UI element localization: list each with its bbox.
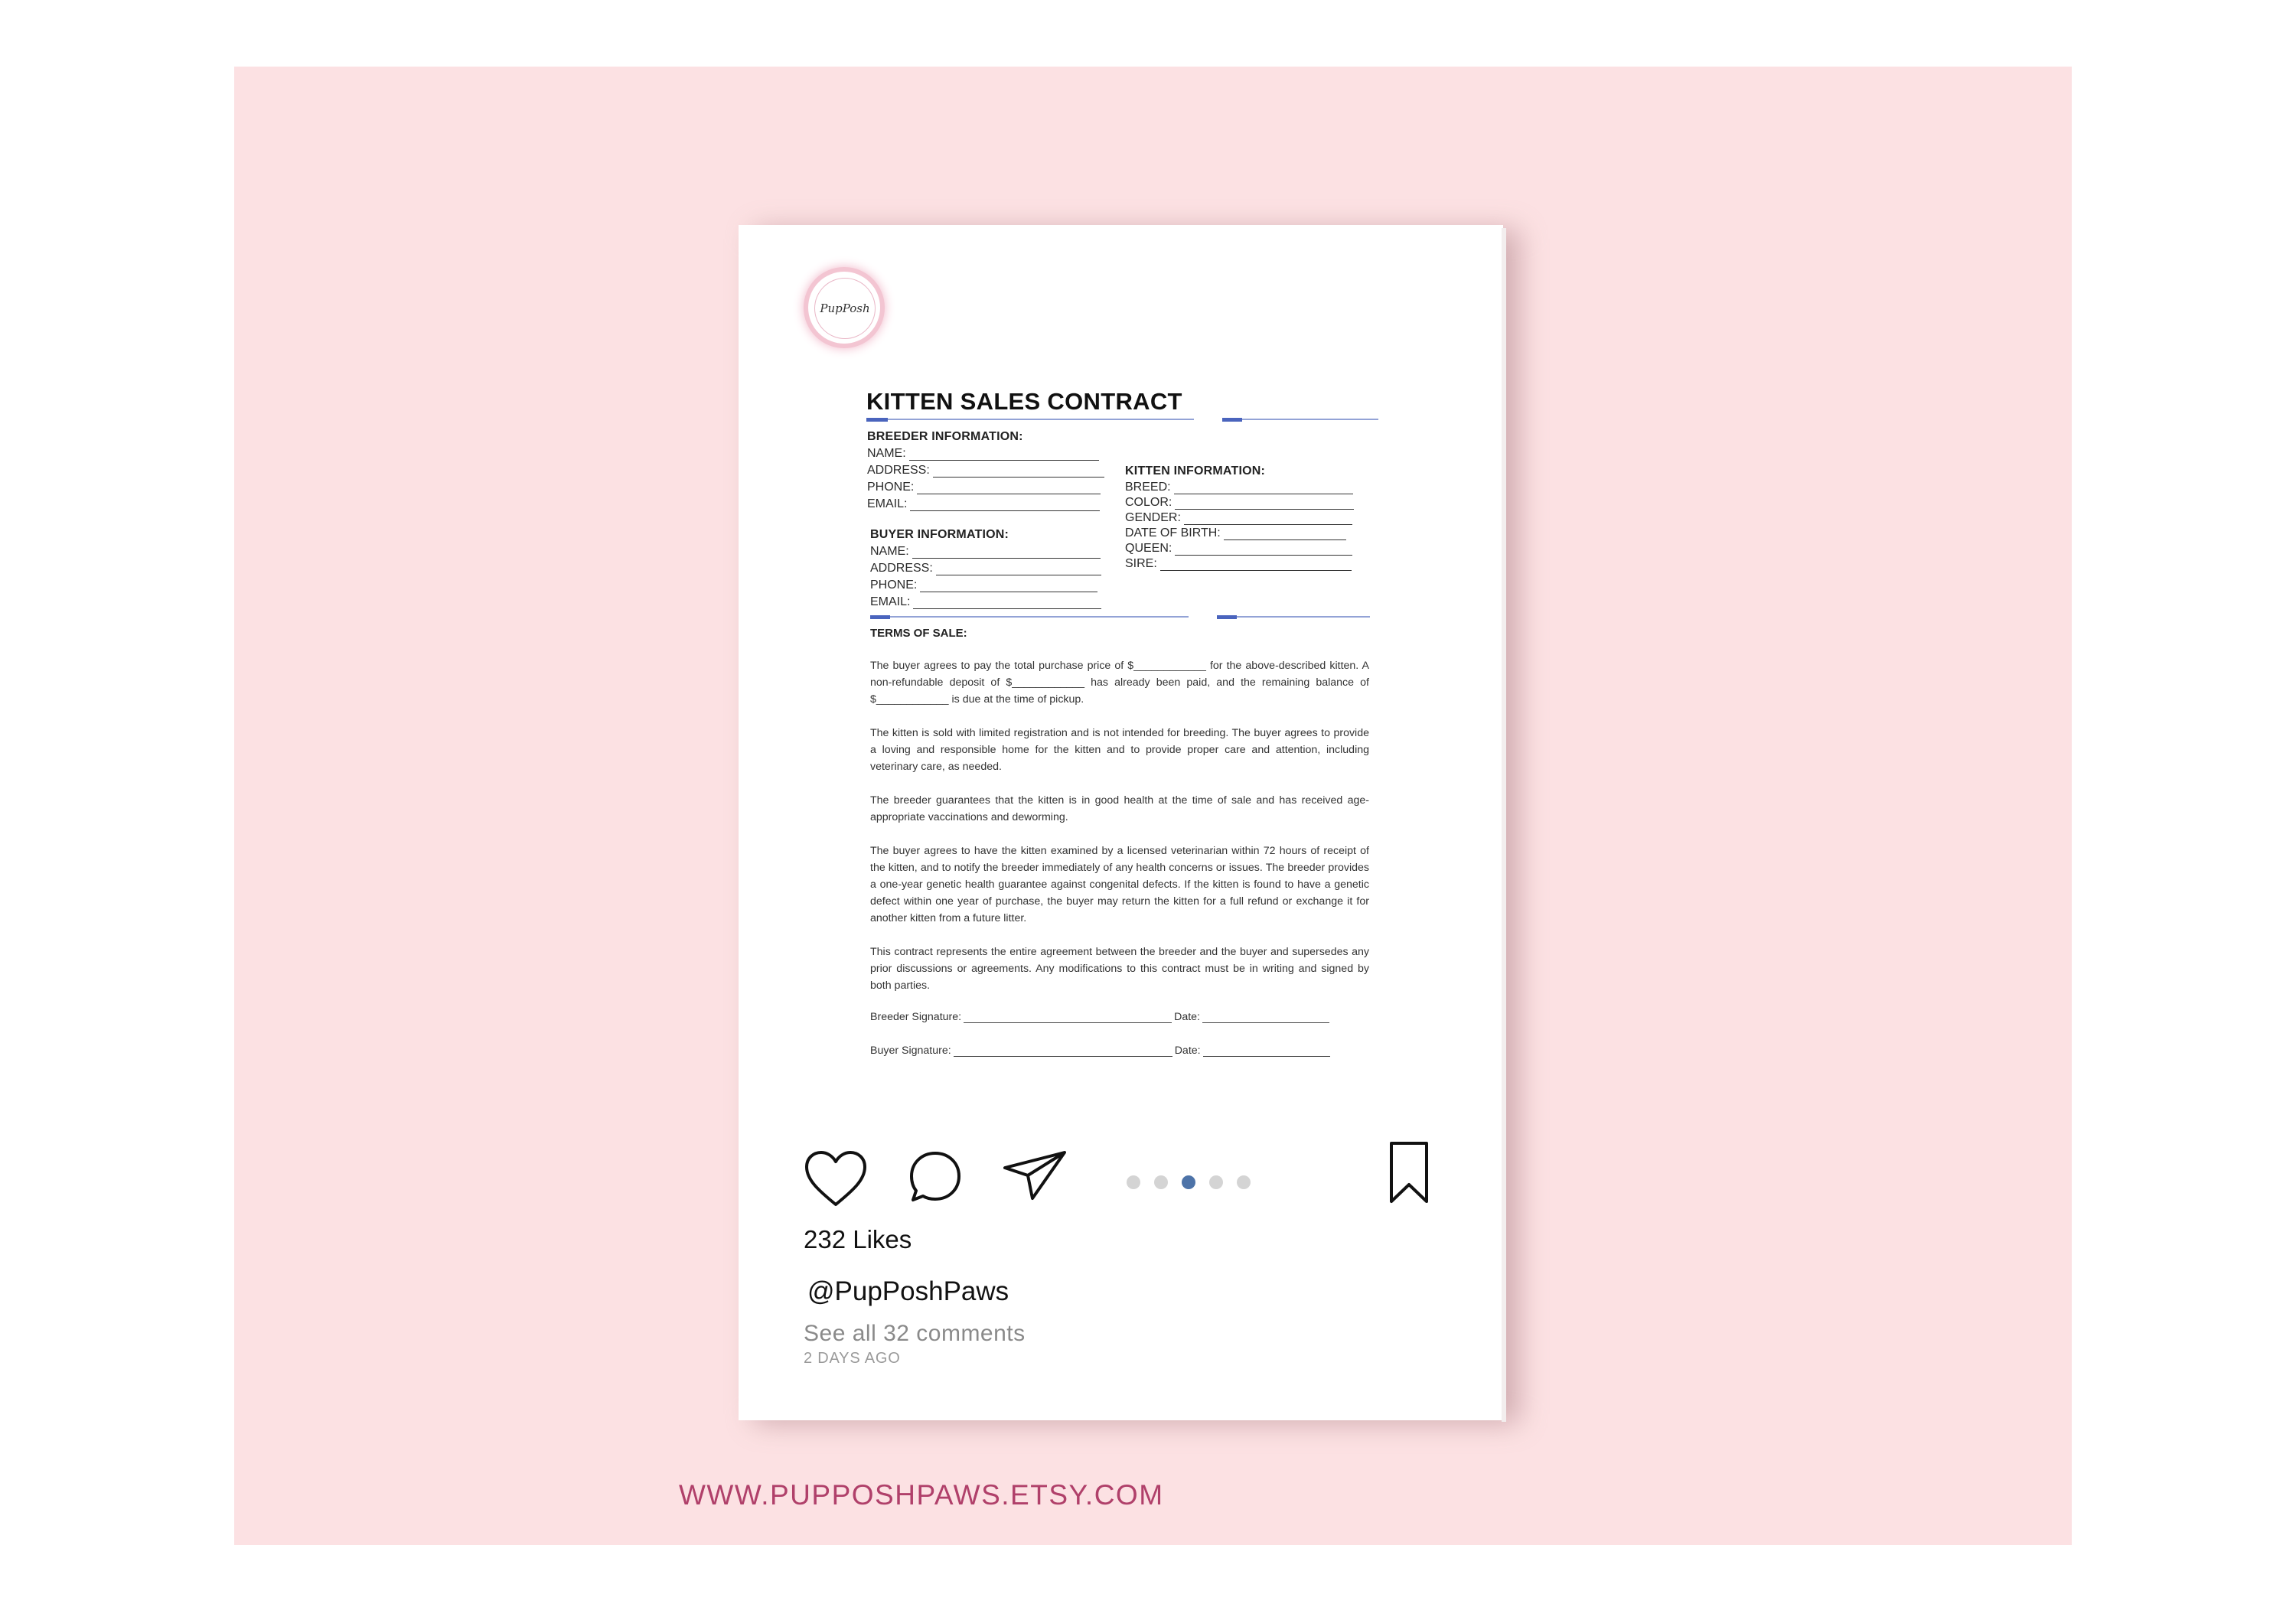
- kitten-color-field: COLOR:: [1125, 496, 1354, 510]
- terms-paragraph-5: This contract represents the entire agreement between the breeder and the buyer and supersedes any prior discussions or agreements. Any modifications to this contract must be in writing and signed by both parties.: [870, 946, 1369, 992]
- buyer-name-field: NAME:: [870, 545, 1101, 559]
- terms-paragraph-1: The buyer agrees to pay the total purchase price of $____________ for the above-described kitten. A non-refundable deposit of $____________ has already been paid, and the remaining balance of $____________ is due at the time of pickup.: [870, 660, 1369, 706]
- account-handle[interactable]: @PupPoshPaws: [807, 1276, 1009, 1306]
- title-rule: [888, 419, 1194, 420]
- breeder-phone-field: PHONE:: [867, 481, 1101, 494]
- kitten-dob-field: DATE OF BIRTH:: [1125, 526, 1346, 540]
- post-timestamp: 2 DAYS AGO: [804, 1350, 901, 1367]
- buyer-email-field: EMAIL:: [870, 595, 1101, 609]
- terms-paragraph-4: The buyer agrees to have the kitten examined by a licensed veterinarian within 72 hours of receipt of the kitten, and to notify the breeder immediately of any health concerns or issues. The breeder provides a one-year genetic health guarantee against congenital defects. If the kitten is found to have a genetic defect within one year of purchase, the buyer may return the kitten for a full refund or exchange it for another kitten from a future litter.: [870, 845, 1369, 924]
- buyer-address-field: ADDRESS:: [870, 562, 1101, 575]
- title-rule-right: [1242, 419, 1378, 420]
- card-edge: [1502, 228, 1506, 1422]
- title-rule-accent: [866, 418, 888, 422]
- breeder-email-field: EMAIL:: [867, 497, 1100, 511]
- kitten-heading: KITTEN INFORMATION:: [1125, 464, 1266, 478]
- buyer-heading: BUYER INFORMATION:: [870, 528, 1009, 541]
- carousel-dot-active[interactable]: [1182, 1175, 1195, 1189]
- section-rule-right: [1237, 616, 1370, 618]
- carousel-dot[interactable]: [1154, 1175, 1168, 1189]
- breeder-heading: BREEDER INFORMATION:: [867, 430, 1023, 443]
- share-icon[interactable]: [1002, 1149, 1068, 1201]
- likes-count[interactable]: 232 Likes: [804, 1225, 912, 1253]
- terms-title: TERMS OF SALE:: [870, 627, 967, 640]
- bookmark-icon[interactable]: [1388, 1140, 1430, 1204]
- breeder-address-field: ADDRESS:: [867, 464, 1104, 478]
- breeder-signature-line: Breeder Signature: Date:: [870, 1011, 1332, 1023]
- shop-url[interactable]: WWW.PUPPOSHPAWS.ETSY.COM: [679, 1479, 1164, 1511]
- carousel-dot[interactable]: [1127, 1175, 1140, 1189]
- section-rule-accent-right: [1217, 615, 1237, 619]
- kitten-gender-field: GENDER:: [1125, 511, 1352, 525]
- terms-paragraph-2: The kitten is sold with limited registration and is not intended for breeding. The buyer agrees to provide a loving and responsible home for the kitten and to provide proper care and attention, including veterinary care, as needed.: [870, 727, 1369, 773]
- carousel-dot[interactable]: [1209, 1175, 1223, 1189]
- section-rule-accent: [870, 615, 890, 619]
- buyer-signature-line: Buyer Signature: Date:: [870, 1045, 1332, 1057]
- carousel-indicator: [1127, 1175, 1251, 1189]
- carousel-dot[interactable]: [1237, 1175, 1251, 1189]
- kitten-queen-field: QUEEN:: [1125, 542, 1352, 556]
- section-rule: [890, 616, 1189, 618]
- breeder-name-field: NAME:: [867, 447, 1099, 461]
- title-rule-accent-right: [1222, 418, 1242, 422]
- document-title: KITTEN SALES CONTRACT: [866, 388, 1182, 415]
- kitten-sire-field: SIRE:: [1125, 557, 1352, 571]
- view-comments-link[interactable]: See all 32 comments: [804, 1321, 1026, 1346]
- kitten-breed-field: BREED:: [1125, 481, 1353, 494]
- heart-icon[interactable]: [804, 1149, 868, 1208]
- terms-paragraph-3: The breeder guarantees that the kitten is in good health at the time of sale and has received age-appropriate vaccinations and deworming.: [870, 794, 1369, 823]
- brand-logo: [808, 272, 880, 344]
- comment-icon[interactable]: [908, 1149, 963, 1204]
- logo-text: PupPosh: [814, 278, 876, 339]
- buyer-phone-field: PHONE:: [870, 579, 1097, 592]
